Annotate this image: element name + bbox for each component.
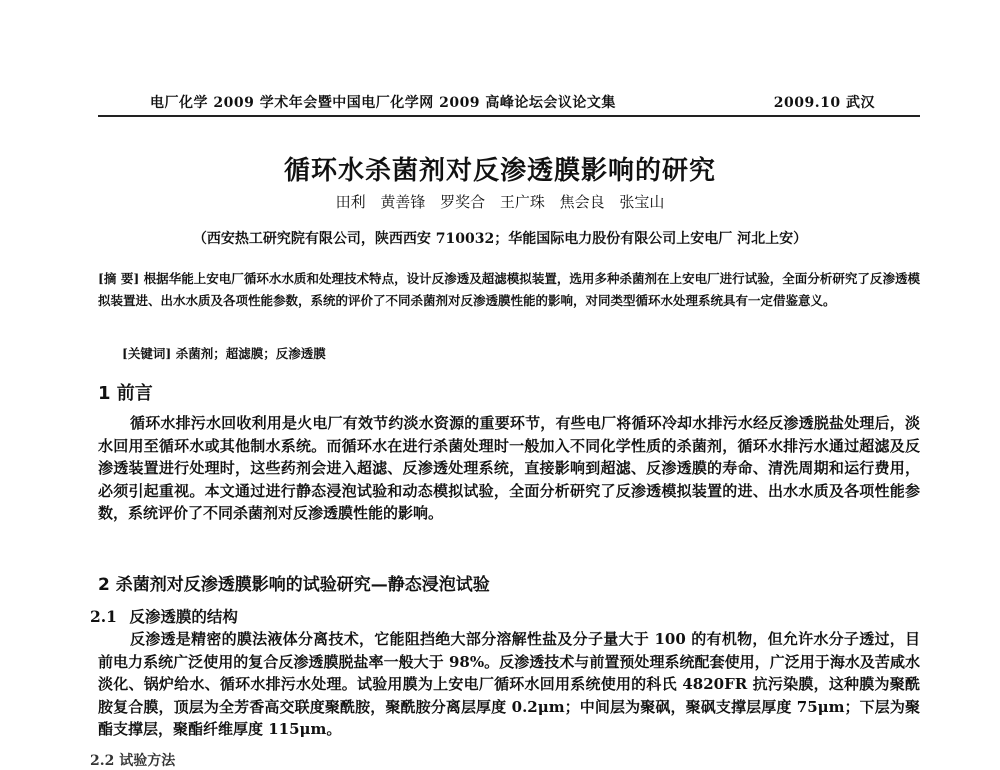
keywords-text: 杀菌剂；超滤膜；反渗透膜 bbox=[175, 346, 326, 361]
header-rule bbox=[98, 115, 920, 117]
conference-date-place: 2009.10 武汉 bbox=[773, 95, 875, 111]
section-2-1-number: 2.1 bbox=[90, 607, 117, 626]
keywords-label: [关键词] bbox=[122, 346, 172, 361]
paper-title: 循环水杀菌剂对反渗透膜影响的研究 bbox=[283, 156, 716, 186]
section-2-heading: 2 杀菌剂对反渗透膜影响的试验研究—静态浸泡试验 bbox=[98, 575, 490, 595]
section-2-1-heading bbox=[90, 605, 238, 627]
affiliation: （西安热工研究院有限公司，陕西西安 710032；华能国际电力股份有限公司上安电厂 河北上安） bbox=[192, 231, 808, 247]
section-1-paragraph: 循环水排污水回收利用是火电厂有效节约淡水资源的重要环节，有些电厂将循环冷却水排污水经反渗透脱盐处理后，淡水回用至循环水或其他制水系统。而循环水在进行杀菌处理时一般加入不同化学性质的杀菌剂，循环水排污水通过超滤及反渗透装置进行处理时，这些药剂会进入超滤、反渗透处理系统，直接影响到超滤、反渗透膜的寿命、清洗周期和运行费用，必须引起重视。本文通过进行静态浸泡试验和动态模拟试验，全面分析研究了反渗透模拟装置的进、出水水质及各项性能参数，系统评价了不同杀菌剂对反渗透膜性能的影响。 bbox=[98, 414, 920, 523]
section-1-heading: 1 前言 bbox=[98, 383, 153, 404]
abstract-label: [摘 要] bbox=[98, 271, 140, 286]
abstract-text: 根据华能上安电厂循环水水质和处理技术特点，设计反渗透及超滤模拟装置，选用多种杀菌剂在上安电厂进行试验，全面分析研究了反渗透模拟装置进、出水水质及各项性能参数，系统的评价了不同杀菌剂对反渗透膜性能的影响，对同类型循环水处理系统具有一定借鉴意义。 bbox=[98, 271, 920, 308]
section-2-1-paragraph: 反渗透是精密的膜法液体分离技术，它能阻挡绝大部分溶解性盐及分子量大于 100 的有机物，但允许水分子透过，目前电力系统广泛使用的复合反渗透膜脱盐率一般大于 98%。反渗透技术与前置预处理系统配套使用，广泛用于海水及苦咸水淡化、锅炉给水、循环水排污水处理。试验用膜为上安电厂循环水回用系统使用的科氏 4820FR 抗污染膜，这种膜为聚酰胺复合膜，顶层为全芳香高交联度聚酰胺，聚酰胺分离层厚度 0.2μm；中间层为聚砜，聚砜支撑层厚度 75μm；下层为聚酯支撑层，聚酯纤维厚度 115μm。 bbox=[98, 630, 920, 739]
journal-name: 电厂化学 2009 学术年会暨中国电厂化学网 2009 高峰论坛会议论文集 bbox=[150, 95, 616, 111]
keywords bbox=[122, 344, 326, 362]
section-2-2-heading-cut: 2.2 试验方法 bbox=[90, 753, 176, 769]
running-header bbox=[150, 92, 875, 112]
section-2-1-title: 反渗透膜的结构 bbox=[129, 608, 238, 626]
abstract bbox=[98, 268, 920, 312]
author-list: 田利 黄善锋 罗奖合 王广珠 焦会良 张宝山 bbox=[335, 193, 665, 211]
